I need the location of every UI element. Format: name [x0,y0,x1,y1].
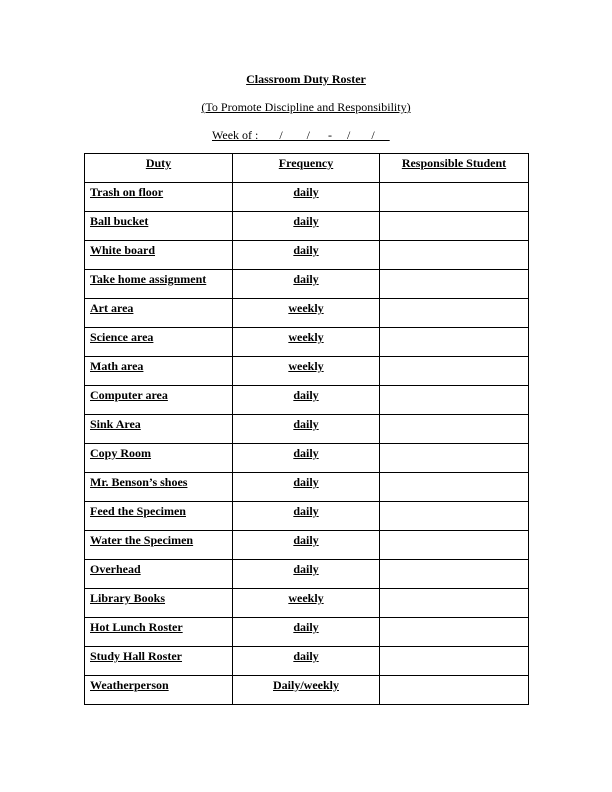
duty-label: White board [90,243,156,257]
frequency-label: daily [293,504,319,518]
duty-cell [85,415,233,444]
frequency-cell [233,473,380,502]
table-row [85,183,529,212]
frequency-label: weekly [288,301,324,315]
responsible-student-cell[interactable] [380,647,529,676]
duty-label: Computer area [90,388,168,402]
responsible-student-cell[interactable] [380,386,529,415]
responsible-student-cell[interactable] [380,328,529,357]
frequency-cell [233,676,380,705]
duty-cell [85,589,233,618]
duty-cell [85,357,233,386]
duty-label: Study Hall Roster [90,649,183,663]
responsible-student-cell[interactable] [380,531,529,560]
responsible-student-cell[interactable] [380,357,529,386]
responsible-student-cell[interactable] [380,560,529,589]
frequency-cell [233,328,380,357]
duty-label: Copy Room [90,446,152,460]
week-of-line[interactable]: Week of : / / - / / [212,128,390,142]
frequency-cell [233,560,380,589]
frequency-label: daily [293,533,319,547]
frequency-label: daily [293,620,319,634]
responsible-student-cell[interactable] [380,618,529,647]
duty-roster-table [84,153,529,705]
duty-cell [85,444,233,473]
duty-cell [85,212,233,241]
duty-label: Art area [90,301,134,315]
responsible-student-cell[interactable] [380,299,529,328]
frequency-label: daily [293,214,319,228]
frequency-label: Daily/weekly [273,678,339,692]
duty-label: Feed the Specimen [90,504,186,518]
table-row [85,386,529,415]
frequency-cell [233,415,380,444]
table-row [85,444,529,473]
frequency-label: daily [293,185,319,199]
frequency-cell [233,270,380,299]
responsible-student-cell[interactable] [380,241,529,270]
responsible-student-cell[interactable] [380,502,529,531]
duty-label: Trash on floor [90,185,164,199]
duty-label: Water the Specimen [90,533,194,547]
duty-cell [85,299,233,328]
header-duty: Duty [85,154,233,183]
duty-cell [85,676,233,705]
duty-label: Overhead [90,562,141,576]
frequency-label: weekly [288,330,324,344]
header-responsible-student: Responsible Student [380,154,529,183]
frequency-label: daily [293,649,319,663]
frequency-label: daily [293,562,319,576]
duty-cell [85,531,233,560]
responsible-student-cell[interactable] [380,212,529,241]
table-row [85,241,529,270]
duty-label: Weatherperson [90,678,169,692]
table-row [85,415,529,444]
table-row [85,299,529,328]
responsible-student-cell[interactable] [380,415,529,444]
table-row [85,589,529,618]
duty-cell [85,502,233,531]
frequency-cell [233,183,380,212]
frequency-label: weekly [288,359,324,373]
responsible-student-cell[interactable] [380,589,529,618]
duty-label: Hot Lunch Roster [90,620,183,634]
header-row [85,154,529,183]
table-row [85,270,529,299]
table-row [85,328,529,357]
duty-cell [85,560,233,589]
table-row [85,618,529,647]
frequency-cell [233,357,380,386]
duty-cell [85,328,233,357]
document-subtitle: (To Promote Discipline and Responsibility) [201,100,411,114]
table-row [85,676,529,705]
duty-cell [85,647,233,676]
frequency-cell [233,589,380,618]
frequency-label: weekly [288,591,324,605]
frequency-label: daily [293,388,319,402]
frequency-cell [233,386,380,415]
duty-cell [85,270,233,299]
frequency-label: daily [293,243,319,257]
table-row [85,560,529,589]
duty-label: Ball bucket [90,214,149,228]
table-row [85,473,529,502]
responsible-student-cell[interactable] [380,444,529,473]
duty-label: Math area [90,359,144,373]
duty-cell [85,241,233,270]
responsible-student-cell[interactable] [380,676,529,705]
responsible-student-cell[interactable] [380,473,529,502]
table-row [85,502,529,531]
frequency-label: daily [293,417,319,431]
table-body [85,183,529,705]
frequency-label: daily [293,475,319,489]
frequency-cell [233,502,380,531]
table-row [85,531,529,560]
duty-cell [85,183,233,212]
header-frequency: Frequency [233,154,380,183]
duty-label: Science area [90,330,154,344]
frequency-cell [233,241,380,270]
frequency-cell [233,444,380,473]
responsible-student-cell[interactable] [380,183,529,212]
frequency-cell [233,299,380,328]
frequency-label: daily [293,272,319,286]
table-header [85,154,529,183]
frequency-label: daily [293,446,319,460]
duty-label: Take home assignment [90,272,207,286]
document-title: Classroom Duty Roster [246,72,366,86]
duty-label: Library Books [90,591,166,605]
table-row [85,647,529,676]
table-row [85,212,529,241]
frequency-cell [233,212,380,241]
responsible-student-cell[interactable] [380,270,529,299]
frequency-cell [233,531,380,560]
table-row [85,357,529,386]
duty-cell [85,618,233,647]
frequency-cell [233,618,380,647]
duty-cell [85,386,233,415]
frequency-cell [233,647,380,676]
duty-cell [85,473,233,502]
duty-label: Sink Area [90,417,141,431]
duty-label: Mr. Benson’s shoes [90,475,188,489]
